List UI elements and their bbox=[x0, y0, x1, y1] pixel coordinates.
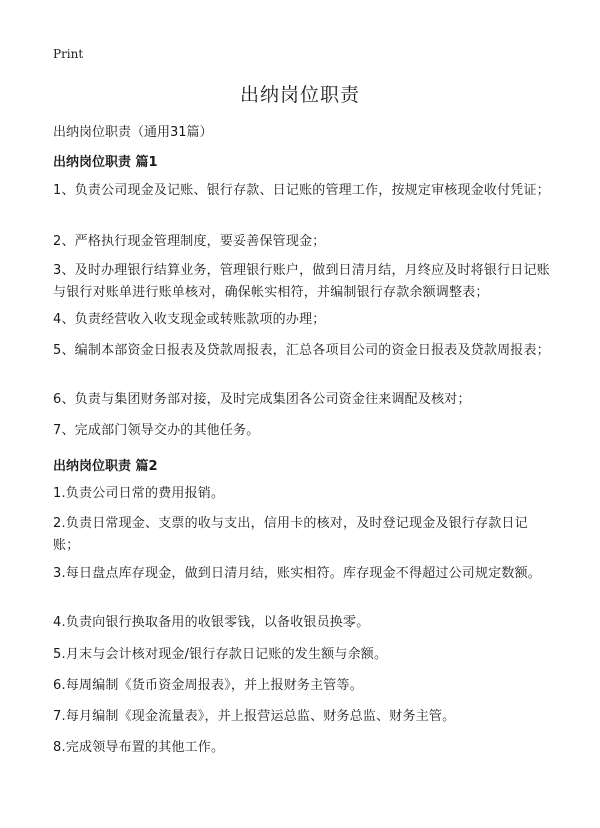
list-item: 1.负责公司日常的费用报销。 bbox=[53, 486, 225, 501]
list-item: 1、负责公司现金及记账、银行存款、日记账的管理工作，按规定审核现金收付凭证； bbox=[53, 183, 550, 198]
section-heading: 出纳岗位职责 篇1 bbox=[53, 155, 158, 170]
list-item: 7.每月编制《现金流量表》，并上报营运总监、财务总监、财务主管。 bbox=[53, 709, 456, 724]
document-subtitle: 出纳岗位职责（通用31篇） bbox=[53, 125, 213, 140]
print-link[interactable]: Print bbox=[53, 47, 84, 61]
list-item: 6、负责与集团财务部对接，及时完成集团各公司资金往来调配及核对； bbox=[53, 392, 471, 407]
list-item: 7、完成部门领导交办的其他任务。 bbox=[53, 423, 260, 438]
section-heading: 出纳岗位职责 篇2 bbox=[53, 459, 158, 474]
list-item: 3、及时办理银行结算业务，管理银行账户，做到日清月结，月终应及时将银行日记账与银行对账单进行账单核对，确保帐实相符，并编制银行存款余额调整表； bbox=[53, 263, 550, 300]
list-item: 2、严格执行现金管理制度，要妥善保管现金； bbox=[53, 234, 326, 249]
list-item: 4、负责经营收入收支现金或转账款项的办理； bbox=[53, 312, 326, 327]
list-item: 5.月末与会计核对现金/银行存款日记账的发生额与余额。 bbox=[53, 647, 388, 662]
list-item: 5、编制本部资金日报表及贷款周报表，汇总各项目公司的资金日报表及贷款周报表； bbox=[53, 343, 550, 358]
list-item: 2.负责日常现金、支票的收与支出，信用卡的核对，及时登记现金及银行存款日记账； bbox=[53, 516, 528, 553]
list-item: 4.负责向银行换取备用的收银零钱，以备收银员换零。 bbox=[53, 615, 370, 630]
list-item: 3.每日盘点库存现金，做到日清月结，账实相符。库存现金不得超过公司规定数额。 bbox=[53, 566, 542, 581]
list-item: 8.完成领导布置的其他工作。 bbox=[53, 740, 225, 755]
document-title: 出纳岗位职责 bbox=[239, 84, 360, 106]
list-item: 6.每周编制《货币资金周报表》，并上报财务主管等。 bbox=[53, 678, 363, 693]
